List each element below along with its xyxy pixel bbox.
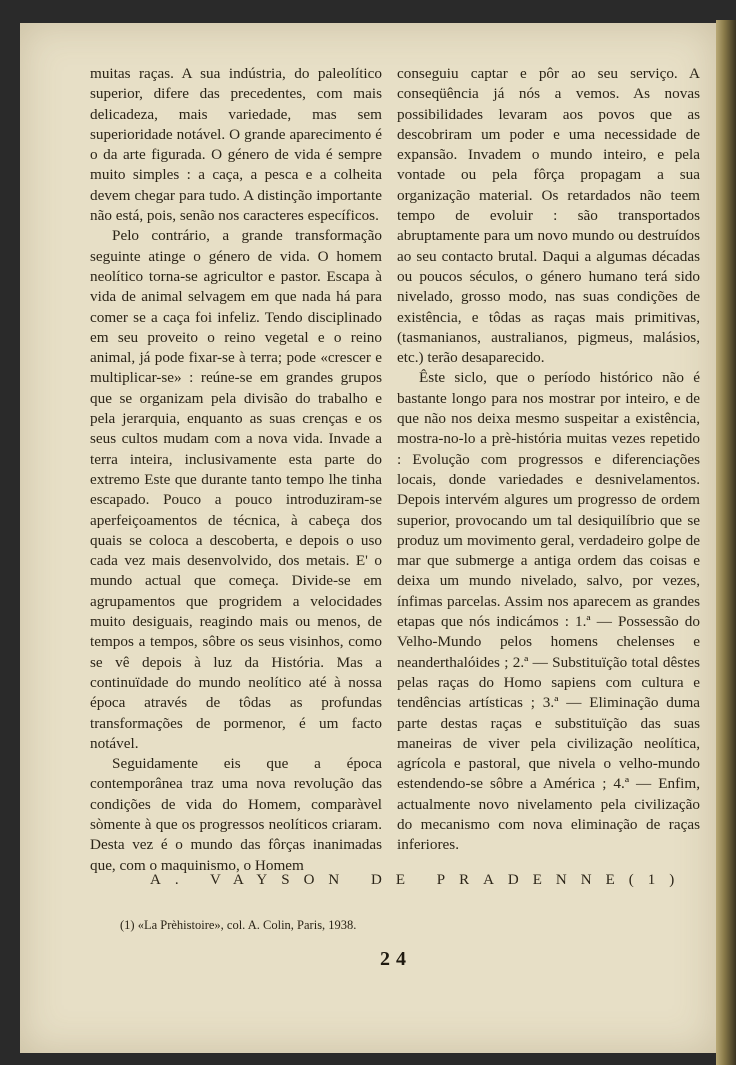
right-column <box>397 64 700 856</box>
left-column <box>90 64 382 876</box>
paragraph: Pelo contrário, a grande transformação seguinte atinge o género de vida. O homem neolítico torna-se agricultor e pastor. Escapa à vida de animal selvagem em que nada há para comer se a caça foi infeliz. Tendo disciplinado em seu proveito o reino vegetal e o reino animal, já pode fixar-se à terra; pode «crescer e multiplicar-se» : reúne-se em grandes grupos que se organizam pela divisão do trabalho e pela jerarquia, enquanto as suas crenças e os seus cultos mudam com a nova vida. Invade a terra inteira, inclusivamente esta parte do extremo Este que durante tanto tempo lhe tinha escapado. Pouco a pouco introduziram-se aperfeiçoamentos de técnica, à cabeça dos quais se coloca a descoberta, e depois o uso cada vez mais desenvolvido, dos metais. E' o mundo actual que começa. Divide-se em agrupamentos que progridem a velocidades muito desiguais, reagindo mais ou menos, de tempos a tempos, sôbre os seus visinhos, como se vê depois à luz da História. Mas a continuïdade do mundo neolítico até à nossa época através de tôdas as profundas transformações de pormenor, é um facto notável. <box>90 227 382 752</box>
paragraph: Êste siclo, que o período histórico não é bastante longo para nos mostrar por inteiro, e de que não nos deixa mesmo suspeitar a existência, mostra-no-lo a prè-história muitas vezes repetido : Evolução com progressos e diferenciações locais, donde variedades e desnivelamentos. Depois intervém algures um progresso de ordem superior, provocando um tal desiquilíbrio que se produz um movimento geral, verdadeiro golpe de mar que submerge a antiga ordem das coisas e deixa um mundo nivelado, salvo, por vezes, ínfimas parcelas. Assim nos aparecem as grandes etapas que nós indicámos : 1.ª — Possessão do Velho-Mundo pelos homens chelenses e neanderthalóides ; 2.ª — Substituïção total dêstes pelas raças do Homo sapiens com cultura e tendências artísticas ; 3.ª — Eliminação duma parte destas raças e substituïção das suas maneiras de viver pela civilização neolítica, agrícola e pastoral, que nivela o velho-mundo estendendo-se sôbre a América ; 4.ª — Enfim, actualmente novo nivelamento pela civilização do mecanismo com nova eliminação de raças inferiores. <box>397 369 700 854</box>
paragraph: muitas raças. A sua indústria, do paleolítico superior, difere das precedentes, com mais delicadeza, mais variedade, mas sem superioridade notável. O grande aparecimento é o da arte figurada. O género de vida é sempre muito simples : a caça, a pesca e a colheita devem chegar para tudo. A distinção importante não está, pois, senão nos caracteres específicos. <box>90 65 382 225</box>
paragraph: Seguidamente eis que a época contemporânea traz uma nova revolução das condições de vida do Homem, comparàvel sòmente à que os progressos neolíticos criaram. Desta vez é o mundo das fôrças inanimadas que, com o maquinismo, o Homem <box>90 755 382 874</box>
book-spine <box>716 20 736 1065</box>
author-byline: A. VAYSON DE PRADENNE(1) <box>150 872 689 888</box>
footnote: (1) «La Prèhistoire», col. A. Colin, Paris, 1938. <box>120 918 357 932</box>
paragraph: conseguiu captar e pôr ao seu serviço. A conseqüência já nós a vemos. As novas possibilidades levaram aos povos que as descobriram um poder e uma necessidade de expansão. Invadem o mundo inteiro, e pela vontade ou pela fôrça propagam a sua organização material. Os retardados não teem tempo de evoluir : são transportados abruptamente para um novo mundo ou destruídos ao seu contacto brutal. Daqui a algumas décadas ou poucos séculos, o género humano terá sido nivelado, grosso modo, nas suas condições de existência, e tôdas as raças mais primitivas, (tasmanianos, australianos, pigmeus, malásios, etc.) terão desaparecido. <box>397 65 700 367</box>
page-number: 24 <box>380 948 412 970</box>
